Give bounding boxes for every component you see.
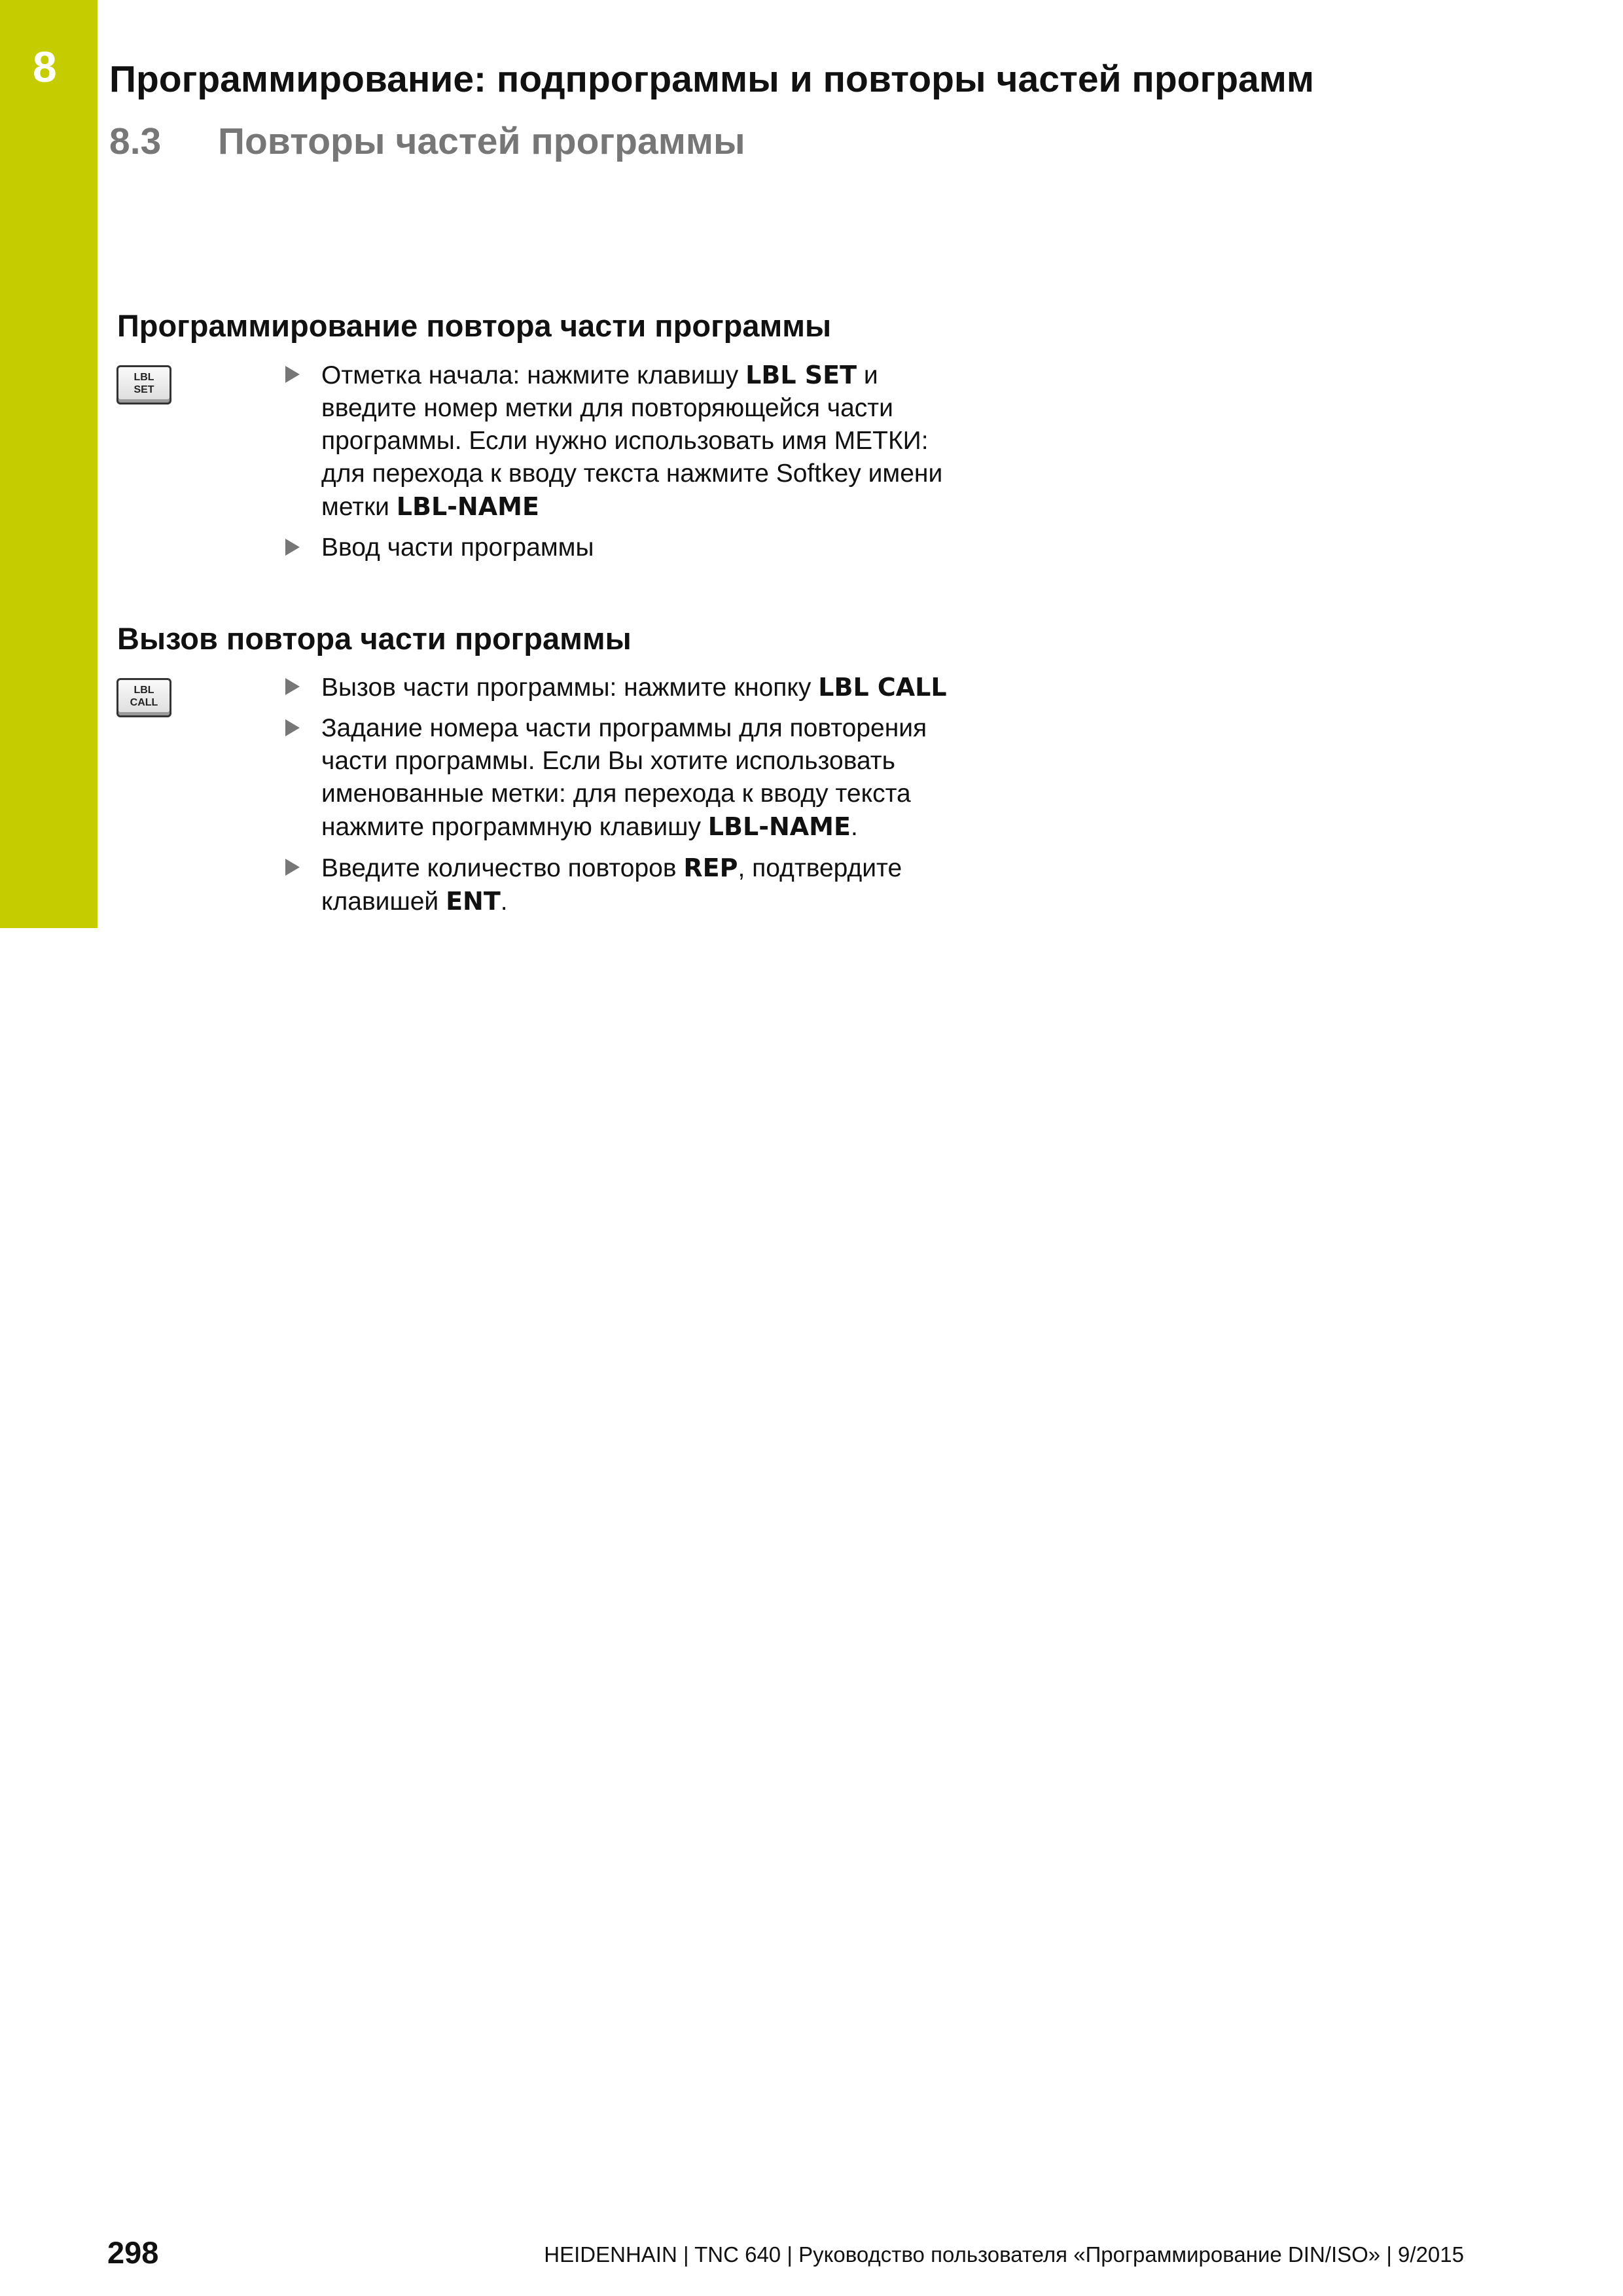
list-item: Введите количество повторов REP, подтвердите клавишей ENT. xyxy=(285,852,953,918)
section-header xyxy=(109,120,745,163)
lbl-call-key-icon xyxy=(116,678,171,717)
lbl-set-key-icon xyxy=(116,365,171,404)
triangle-bullet-icon xyxy=(285,539,300,556)
section-title: Повторы частей программы xyxy=(218,120,745,162)
triangle-bullet-icon xyxy=(285,366,300,383)
chapter-tab xyxy=(0,0,98,928)
list-item: Вызов части программы: нажмите кнопку LBL CALL xyxy=(285,671,953,704)
triangle-bullet-icon xyxy=(285,859,300,876)
key-label-line1: LBL xyxy=(134,685,154,696)
triangle-bullet-icon xyxy=(285,719,300,736)
footer-text: HEIDENHAIN | TNC 640 | Руководство пользователя «Программирование DIN/ISO» | 9/2015 xyxy=(544,2242,1464,2267)
section-number: 8.3 xyxy=(109,120,162,162)
instruction-list-call xyxy=(285,671,953,926)
list-item: Задание номера части программы для повторения части программы. Если Вы хотите использовать именованные метки: для перехода к вводу текста нажмите программную клавишу LBL-NAME. xyxy=(285,712,953,844)
instruction-list-programming xyxy=(285,359,953,572)
section-heading-programming: Программирование повтора части программы xyxy=(117,308,832,343)
chapter-title: Программирование: подпрограммы и повторы частей программ xyxy=(109,58,1315,100)
triangle-bullet-icon xyxy=(285,678,300,695)
key-label-line1: LBL xyxy=(134,372,154,383)
page-number: 298 xyxy=(107,2235,159,2270)
list-item: Отметка начала: нажмите клавишу LBL SET и введите номер метки для повторяющейся части программы. Если нужно использовать имя МЕТКИ: для перехода к вводу текста нажмите Softkey имени метки LBL-NAME xyxy=(285,359,953,524)
chapter-number: 8 xyxy=(33,43,57,91)
key-label-line2: CALL xyxy=(130,697,158,708)
key-label-line2: SET xyxy=(134,384,154,395)
list-item: Ввод части программы xyxy=(285,531,953,564)
section-heading-call: Вызов повтора части программы xyxy=(117,621,632,656)
